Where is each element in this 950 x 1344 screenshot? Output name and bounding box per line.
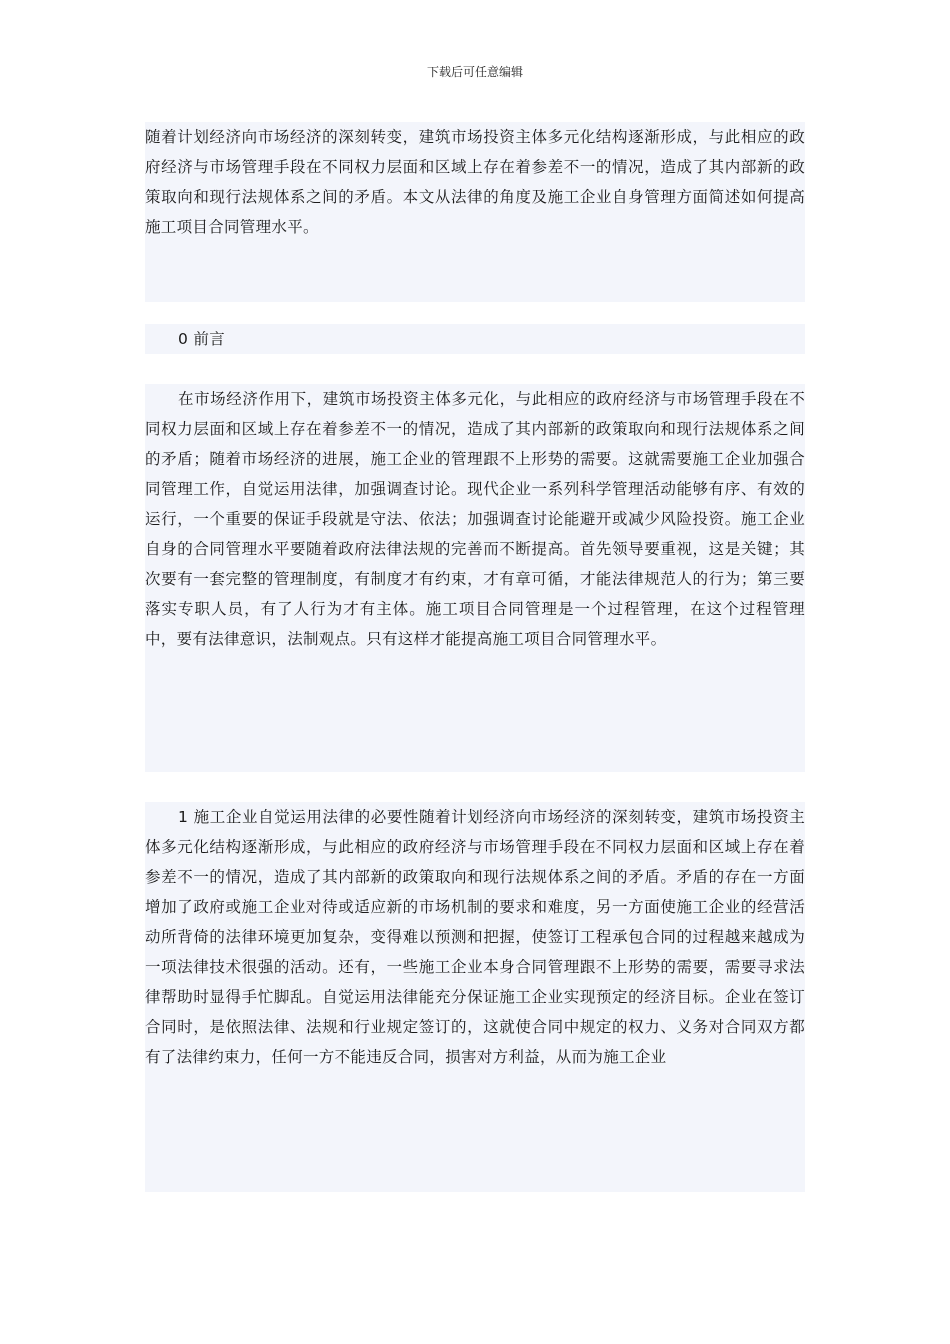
section-1-paragraph: 1 施工企业自觉运用法律的必要性随着计划经济向市场经济的深刻转变，建筑市场投资主体多元化结构逐渐形成，与此相应的政府经济与市场管理手段在不同权力层面和区域上存在着参差不一的情况，造成了其内部新的政策取向和现行法规体系之间的矛盾。矛盾的存在一方面增加了政府或施工企业对待或适应新的市场机制的要求和难度，另一方面使施工企业的经营活动所背倚的法律环境更加复杂，变得难以预测和把握，使签订工程承包合同的过程越来越成为一项法律技术很强的活动。还有，一些施工企业本身合同管理跟不上形势的需要，需要寻求法律帮助时显得手忙脚乱。自觉运用法律能充分保证施工企业实现预定的经济目标。企业在签订合同时，是依照法律、法规和行业规定签订的，这就使合同中规定的权力、义务对合同双方都有了法律约束力，任何一方不能违反合同，损害对方利益，从而为施工企业 (145, 802, 805, 1192)
paragraph-gap (145, 302, 805, 324)
paragraph-gap (145, 354, 805, 384)
section-heading-preface: 0 前言 (145, 324, 805, 354)
abstract-paragraph: 随着计划经济向市场经济的深刻转变，建筑市场投资主体多元化结构逐渐形成，与此相应的政府经济与市场管理手段在不同权力层面和区域上存在着参差不一的情况，造成了其内部新的政策取向和现行法规体系之间的矛盾。本文从法律的角度及施工企业自身管理方面简述如何提高施工项目合同管理水平。 (145, 122, 805, 302)
preface-paragraph: 在市场经济作用下，建筑市场投资主体多元化，与此相应的政府经济与市场管理手段在不同权力层面和区域上存在着参差不一的情况，造成了其内部新的政策取向和现行法规体系之间的矛盾；随着市场经济的进展，施工企业的管理跟不上形势的需要。这就需要施工企业加强合同管理工作，自觉运用法律，加强调查讨论。现代企业一系列科学管理活动能够有序、有效的运行，一个重要的保证手段就是守法、依法；加强调查讨论能避开或减少风险投资。施工企业自身的合同管理水平要随着政府法律法规的完善而不断提高。首先领导要重视，这是关键；其次要有一套完整的管理制度，有制度才有约束，才有章可循，才能法律规范人的行为；第三要落实专职人员，有了人行为才有主体。施工项目合同管理是一个过程管理，在这个过程管理中，要有法律意识，法制观点。只有这样才能提高施工项目合同管理水平。 (145, 384, 805, 772)
paragraph-gap (145, 772, 805, 802)
page-header-note: 下载后可任意编辑 (426, 65, 523, 79)
document-body (145, 122, 805, 1192)
